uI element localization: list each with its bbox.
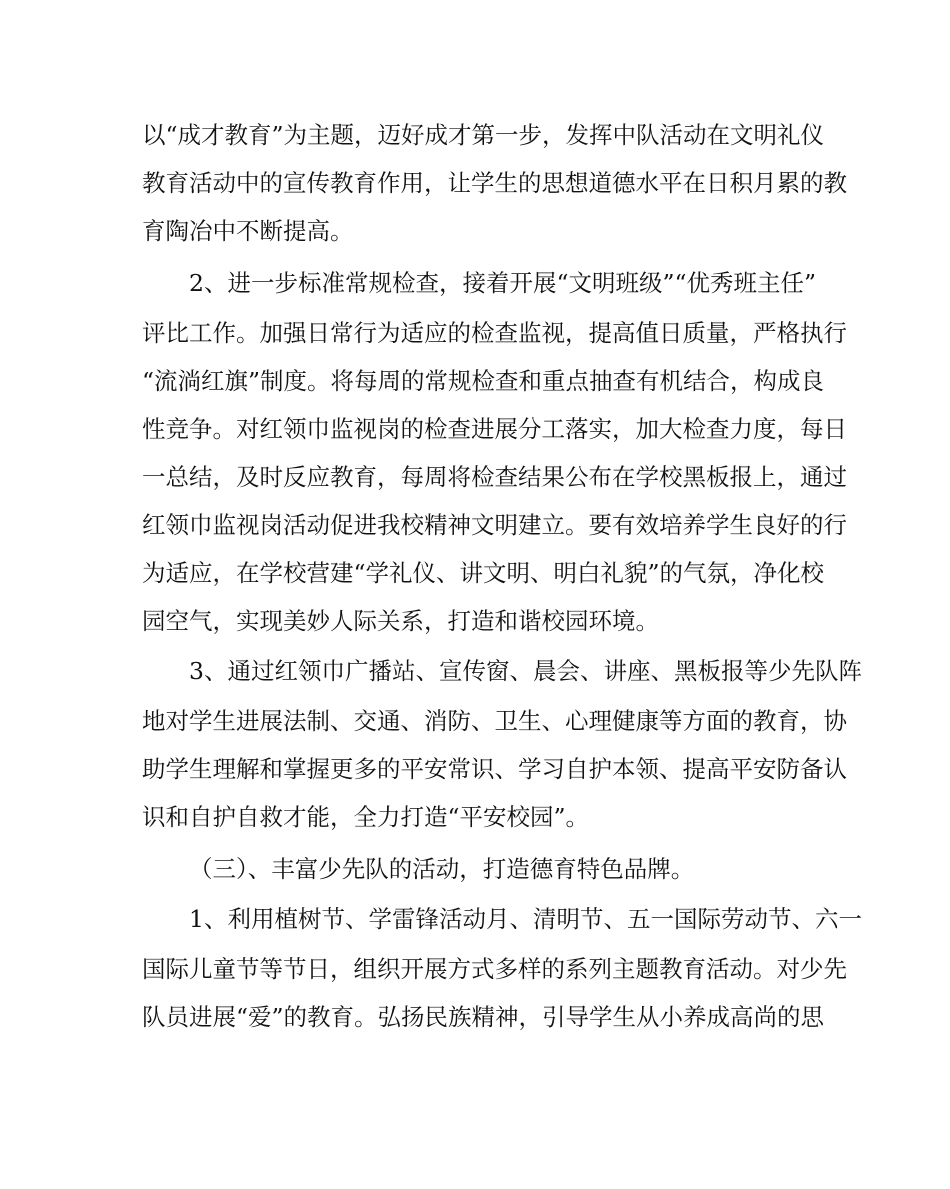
text-line: 识和自护自救才能，全力打造“平安校园”。 [142, 803, 590, 831]
text-line: 红领巾监视岗活动促进我校精神文明建立。要有效培养学生良好的行 [142, 511, 847, 539]
text-line: 评比工作。加强日常行为适应的检查监视，提高值日质量，严格执行 [142, 319, 847, 347]
text-line: 队员进展“爱”的教育。弘扬民族精神，引导学生从小养成高尚的思 [142, 1003, 825, 1031]
text-line: 助学生理解和掌握更多的平安常识、学习自护本领、提高平安防备认 [142, 755, 847, 783]
text-line: 以“成才教育”为主题，迈好成才第一步，发挥中队活动在文明礼仪 [142, 121, 825, 149]
text-line: 1、利用植树节、学雷锋活动月、清明节、五一国际劳动节、六一 [189, 905, 862, 933]
text-line: 3、通过红领巾广播站、宣传窗、晨会、讲座、黑板报等少先队阵 [189, 657, 862, 685]
text-line: 地对学生进展法制、交通、消防、卫生、心理健康等方面的教育，协 [142, 707, 847, 735]
text-line: 园空气，实现美妙人际关系，打造和谐校园环境。 [142, 607, 659, 635]
text-line: 性竞争。对红领巾监视岗的检查进展分工落实，加大检查力度，每日 [142, 415, 847, 443]
text-line: 国际儿童节等节日，组织开展方式多样的系列主题教育活动。对少先 [142, 955, 847, 983]
text-line: 为适应，在学校营建“学礼仪、讲文明、明白礼貌”的气氛，净化校 [142, 559, 825, 587]
text-line: “流淌红旗”制度。将每周的常规检查和重点抽查有机结合，构成良 [142, 367, 825, 395]
text-line: 一总结，及时反应教育，每周将检查结果公布在学校黑板报上，通过 [142, 463, 847, 491]
text-line: 育陶冶中不断提高。 [142, 217, 354, 245]
section-heading: （三）、丰富少先队的活动，打造德育特色品牌。 [189, 855, 695, 883]
text-line: 2、进一步标准常规检查，接着开展“文明班级”“优秀班主任” [189, 269, 817, 297]
text-line: 教育活动中的宣传教育作用，让学生的思想道德水平在日积月累的教 [142, 169, 847, 197]
